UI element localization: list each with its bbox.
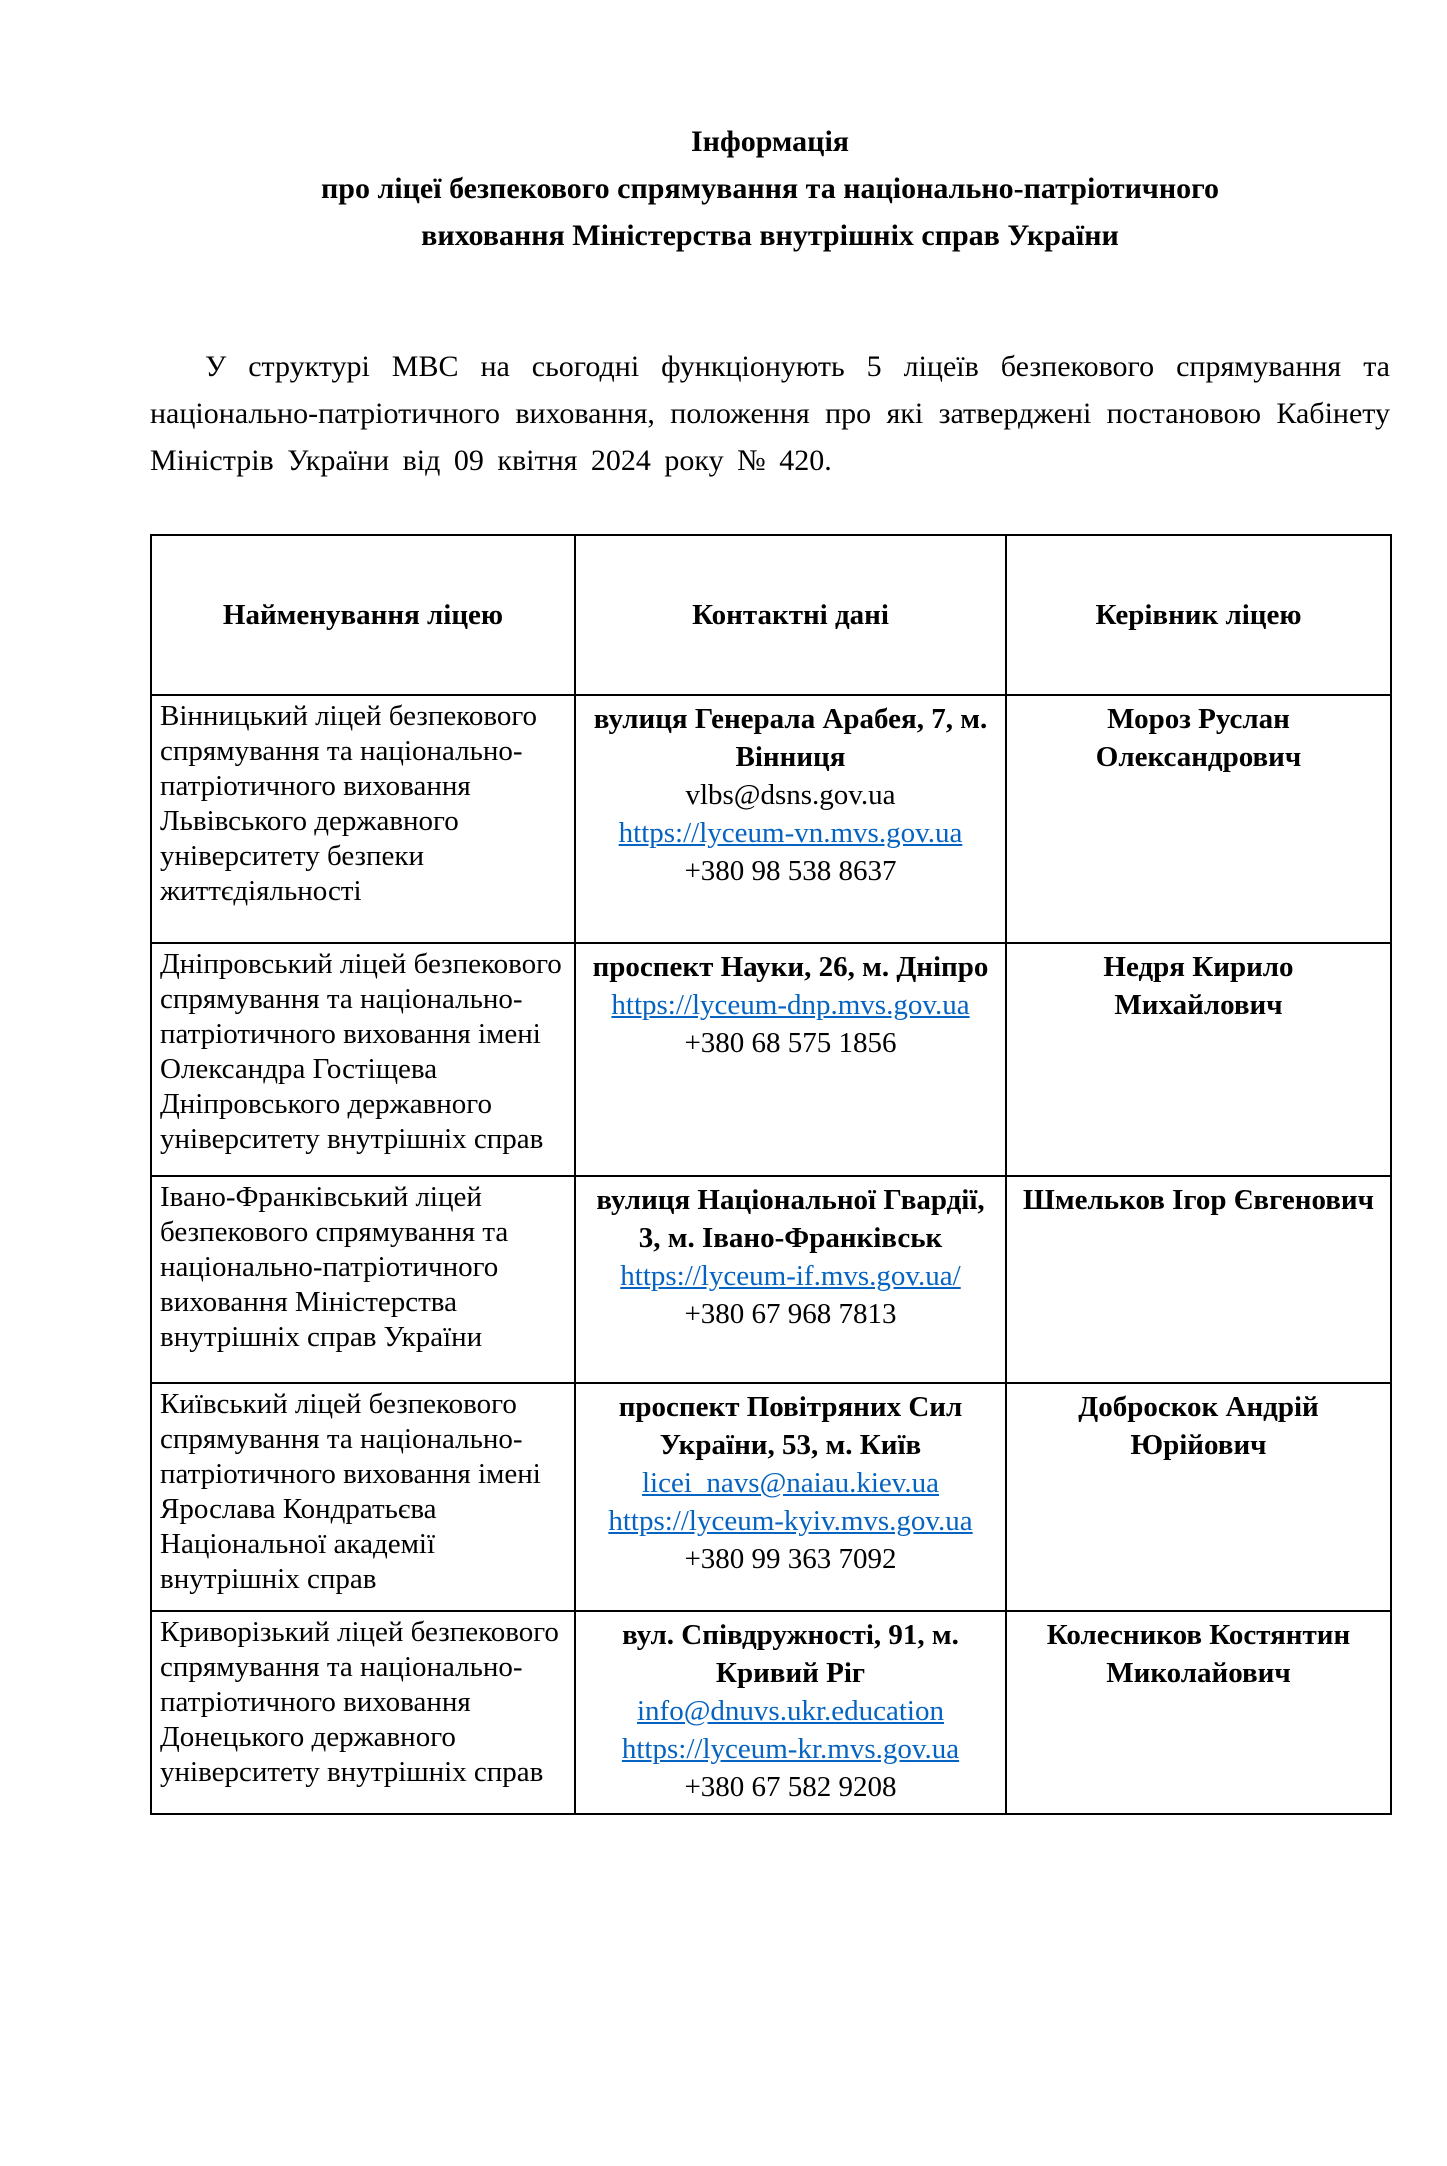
lyceum-name-cell: Івано-Франківський ліцей безпекового спрямування та національно-патріотичного виховання Міністерства внутрішніх справ України	[151, 1176, 575, 1383]
table-row	[151, 695, 1391, 943]
contact-text-line: +380 68 575 1856	[684, 1027, 897, 1059]
document-page	[0, 118, 1447, 2166]
title-line-3: виховання Міністерства внутрішніх справ України	[421, 219, 1119, 252]
address-line: вул. Співдружності, 91, м. Кривий Ріг	[622, 1619, 959, 1689]
lyceum-table	[150, 534, 1392, 1815]
hyperlink[interactable]: https://lyceum-if.mvs.gov.ua/	[620, 1260, 961, 1292]
head-name-cell: Шмельков Ігор Євгенович	[1006, 1176, 1391, 1383]
contact-text-line: +380 99 363 7092	[684, 1543, 897, 1575]
title-line-1: Інформація	[690, 125, 850, 158]
lyceum-name-cell: Криворізький ліцей безпекового спрямування та національно-патріотичного виховання Донецького державного університету внутрішніх справ	[151, 1611, 575, 1814]
hyperlink[interactable]: https://lyceum-dnp.mvs.gov.ua	[611, 989, 970, 1021]
head-name-cell: Недря Кирило Михайлович	[1006, 943, 1391, 1176]
lyceum-table-body	[151, 695, 1391, 1814]
title-line-2: про ліцеї безпекового спрямування та національно-патріотичного	[321, 172, 1219, 205]
lyceum-name-cell: Дніпровський ліцей безпекового спрямування та національно-патріотичного виховання імені Олександра Гостіщева Дніпровського державного університету внутрішніх справ	[151, 943, 575, 1176]
hyperlink[interactable]: licei_navs@naiau.kiev.ua	[642, 1467, 939, 1499]
table-row	[151, 1611, 1391, 1814]
header-contact-data: Контактні дані	[575, 535, 1006, 695]
head-name-cell: Мороз Руслан Олександрович	[1006, 695, 1391, 943]
lyceum-name-cell: Київський ліцей безпекового спрямування та національно-патріотичного виховання імені Ярослава Кондратьєва Національної академії внутрішніх справ	[151, 1383, 575, 1611]
table-row	[151, 1383, 1391, 1611]
address-line: проспект Повітряних Сил України, 53, м. Київ	[618, 1391, 963, 1461]
table-row	[151, 943, 1391, 1176]
hyperlink[interactable]: https://lyceum-vn.mvs.gov.ua	[618, 817, 963, 849]
contact-cell	[575, 1176, 1006, 1383]
table-row	[151, 1176, 1391, 1383]
lyceum-name-cell: Вінницький ліцей безпекового спрямування та національно- патріотичного виховання Львівського державного університету безпеки життєдіяльності	[151, 695, 575, 943]
contact-text-line: vlbs@dsns.gov.ua	[685, 779, 896, 811]
head-name-cell: Доброскок Андрій Юрійович	[1006, 1383, 1391, 1611]
contact-text-line: +380 67 968 7813	[684, 1298, 897, 1330]
contact-cell	[575, 943, 1006, 1176]
address-line: вулиця Національної Гвардії, 3, м. Івано-Франківськ	[596, 1184, 985, 1254]
header-lyceum-head: Керівник ліцею	[1006, 535, 1391, 695]
hyperlink[interactable]: info@dnuvs.ukr.education	[637, 1695, 944, 1727]
intro-paragraph: У структурі МВС на сьогодні функціонують 5 ліцеїв безпекового спрямування та національно-патріотичного виховання, положення про які затверджені постановою Кабінету Міністрів України від 09 квітня 2024 року № 420.	[150, 350, 1390, 477]
contact-text-line: +380 67 582 9208	[684, 1771, 897, 1803]
contact-cell	[575, 1383, 1006, 1611]
contact-cell	[575, 695, 1006, 943]
header-lyceum-name: Найменування ліцею	[151, 535, 575, 695]
contact-cell	[575, 1611, 1006, 1814]
table-header-row	[151, 535, 1391, 695]
address-line: проспект Науки, 26, м. Дніпро	[592, 951, 989, 983]
contact-text-line: +380 98 538 8637	[684, 855, 897, 887]
head-name-cell: Колесников Костянтин Миколайович	[1006, 1611, 1391, 1814]
hyperlink[interactable]: https://lyceum-kyiv.mvs.gov.ua	[608, 1505, 973, 1537]
document-title	[150, 118, 1390, 259]
hyperlink[interactable]: https://lyceum-kr.mvs.gov.ua	[621, 1733, 960, 1765]
address-line: вулиця Генерала Арабея, 7, м. Вінниця	[593, 703, 988, 773]
